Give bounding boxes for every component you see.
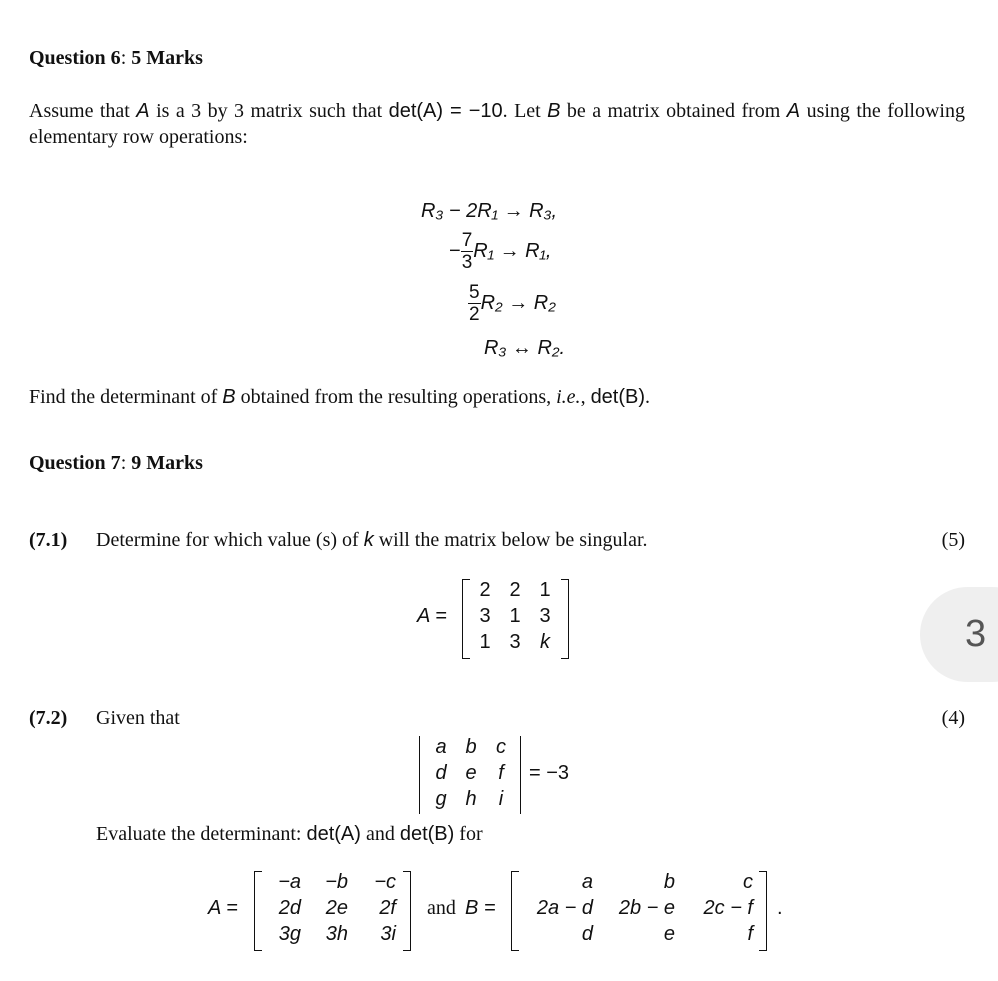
right-bracket	[561, 579, 569, 659]
matrix-a	[208, 870, 418, 952]
row-operation-2	[449, 231, 551, 272]
subquestion-7-1-number	[29, 529, 67, 552]
text: Assume that	[29, 100, 137, 122]
det-rhs: = −3	[529, 762, 570, 784]
det-cell: c	[496, 736, 506, 758]
matrix-cell: 3g	[278, 923, 301, 945]
left-bracket	[462, 579, 470, 659]
matrix-symbol: A	[136, 100, 150, 122]
numerator: 7	[461, 230, 473, 251]
matrix-cell: 3	[539, 605, 551, 627]
and-connector: and	[427, 897, 456, 919]
evaluate-instruction	[96, 823, 483, 846]
matrix-cell: f	[747, 923, 753, 945]
matrix-cell: −b	[325, 871, 348, 893]
question-7-marks: 9 Marks	[131, 452, 203, 474]
matrix-cell: 2d	[278, 897, 301, 919]
text: Determine for which value (s) of	[96, 529, 364, 551]
matrix-cell: 1	[539, 579, 551, 601]
text: for	[454, 823, 483, 845]
question-6-heading	[29, 47, 203, 70]
matrix-b	[465, 870, 790, 952]
heading-separator: :	[120, 47, 132, 69]
det-cell: b	[465, 736, 477, 758]
matrix-symbol: A	[786, 100, 801, 122]
denominator: 2	[469, 304, 480, 325]
matrix-cell: d	[581, 923, 593, 945]
matrix-cell: 2a − d	[536, 897, 593, 919]
matrix-cell: 1	[479, 631, 491, 653]
ie-abbrev: i.e.	[556, 386, 581, 408]
det-cell: i	[498, 788, 504, 810]
variable-k: k	[363, 529, 374, 551]
right-bracket	[759, 871, 767, 951]
given-determinant	[417, 734, 587, 816]
det-value: det(A) = −10	[388, 100, 503, 122]
subquestion-7-2-marks: (4)	[941, 707, 965, 729]
det-cell: a	[435, 736, 447, 758]
text: Evaluate the determinant:	[96, 823, 307, 845]
matrix-symbol: B	[547, 100, 561, 122]
row-operation-3	[468, 283, 556, 324]
question-6-statement	[29, 98, 965, 150]
matrix-cell: 2	[479, 579, 491, 601]
matrix-cell: 2c − f	[703, 897, 753, 919]
matrix-cell: 3	[479, 605, 491, 627]
text: Find the determinant of	[29, 386, 223, 408]
subquestion-7-1-marks: (5)	[941, 529, 965, 551]
number-label: (7.2)	[29, 707, 68, 729]
page-number-badge[interactable]	[920, 587, 998, 682]
matrix-cell: 2	[509, 579, 521, 601]
question-7-label: Question 7	[29, 452, 121, 474]
operation-text: R₂ → R₂	[480, 292, 556, 314]
det-a: det(A)	[306, 823, 361, 845]
text: using the following elementary row operations:	[29, 100, 965, 148]
det-cell: e	[465, 762, 477, 784]
matrix-cell: 2e	[325, 897, 348, 919]
det-b: det(B)	[590, 386, 646, 408]
text: be a matrix obtained from	[560, 100, 787, 122]
question-6-marks: 5 Marks	[131, 47, 203, 69]
matrix-cell: b	[663, 871, 675, 893]
left-bar	[419, 736, 420, 814]
fraction-7-3	[461, 231, 474, 272]
row-operation-4: R₃ ↔ R₂.	[484, 337, 566, 359]
subquestion-7-1-text	[96, 529, 648, 552]
left-bracket	[254, 871, 262, 951]
text: .	[645, 386, 651, 408]
right-bar	[520, 736, 521, 814]
matrix-symbol: B	[222, 386, 236, 408]
matrix-cell: c	[743, 871, 753, 893]
fraction-5-2	[468, 283, 481, 324]
matrix-cell: −a	[278, 871, 301, 893]
matrix-period: .	[777, 897, 783, 919]
matrix-cell: 3h	[325, 923, 348, 945]
minus-sign: −	[449, 240, 461, 262]
text: will the matrix below be singular.	[373, 529, 648, 551]
row-operation-1: R₃ − 2R₁ → R₃,	[421, 200, 558, 222]
matrix-cell: a	[581, 871, 593, 893]
matrix-lhs: A =	[208, 897, 238, 919]
matrix-cell: 3i	[380, 923, 396, 945]
question-6-label: Question 6	[29, 47, 121, 69]
numerator: 5	[469, 282, 480, 303]
matrix-cell: e	[663, 923, 675, 945]
det-cell: f	[498, 762, 504, 784]
matrix-cell: 3	[509, 631, 521, 653]
denominator: 3	[461, 252, 473, 273]
matrix-lhs: B =	[465, 897, 496, 919]
det-cell: h	[465, 788, 477, 810]
operation-text: R₁ → R₁,	[473, 240, 552, 262]
heading-separator: :	[120, 452, 132, 474]
text: and	[360, 823, 400, 845]
subquestion-7-2-text: Given that	[96, 707, 180, 729]
matrix-cell: −c	[374, 871, 396, 893]
matrix-cell: 2f	[379, 897, 396, 919]
det-cell: g	[435, 788, 447, 810]
number-label: (7.1)	[29, 529, 68, 551]
matrix-cell: k	[540, 631, 550, 653]
det-b: det(B)	[399, 823, 455, 845]
right-bracket	[403, 871, 411, 951]
question-6-task	[29, 384, 965, 410]
left-bracket	[511, 871, 519, 951]
page-number: 3	[965, 613, 987, 655]
text: ,	[580, 386, 591, 408]
question-7-heading	[29, 452, 203, 475]
matrix-cell: 2b − e	[618, 897, 675, 919]
det-cell: d	[435, 762, 447, 784]
matrix-a-singular	[417, 577, 577, 661]
matrix-cell: 1	[509, 605, 521, 627]
text: is a 3 by 3 matrix such that	[149, 100, 389, 122]
matrix-lhs: A =	[417, 605, 447, 627]
text: . Let	[502, 100, 548, 122]
subquestion-7-2-number	[29, 707, 67, 730]
text: obtained from the resulting operations,	[235, 386, 557, 408]
